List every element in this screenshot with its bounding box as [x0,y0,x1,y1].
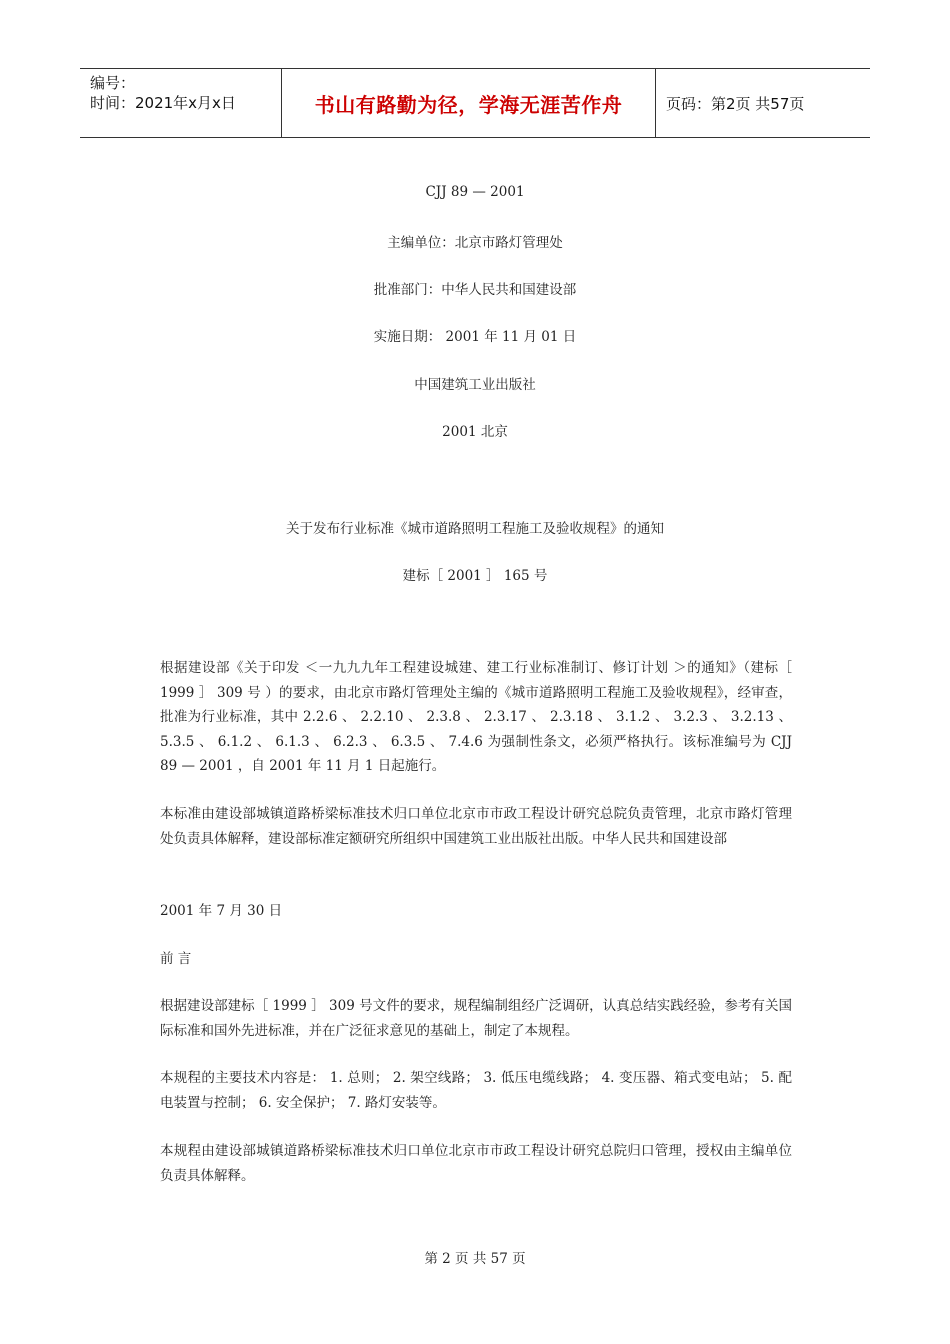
paragraph-interpretation: 本规程由建设部城镇道路桥梁标准技术归口单位北京市市政工程设计研究总院归口管理，授权由主编单位负责具体解释。 [160,1143,792,1184]
notice-title: 关于发布行业标准《城市道路照明工程施工及验收规程》的通知 [286,521,664,537]
preface-heading: 前 言 [160,951,192,967]
page-footer: 第 2 页 共 57 页 [424,1251,526,1267]
header-number-label: 编号： [90,74,136,92]
editor-unit: 主编单位：北京市路灯管理处 [387,235,563,251]
issue-date: 2001 年 7 月 30 日 [160,903,283,919]
standard-code: CJJ 89 — 2001 [425,184,525,200]
page-header [80,68,870,138]
effective-date: 实施日期： 2001 年 11 月 01 日 [373,329,577,345]
publication-place-year: 2001 北京 [442,424,508,440]
notice-doc-number: 建标［ 2001 ］ 165 号 [402,568,548,584]
paragraph-approval: 根据建设部《关于印发 ＜一九九九年工程建设城建、建工行业标准制订、修订计划 ＞的通知》（建标［ 1999 ］ 309 号 ）的要求，由北京市路灯管理处主编的《城市道路照明工程施工及验收规程》，经审查，批准为行业标准，其中 2.2.6 、 2.2.10 、 2.3.8 、 2.3.17 、 2.3.18 、 3.1.2 、 3.2.3 、 3.2.13 、 5.3.5 、 6.1.2 、 6.1.3 、 6.2.3 、 6.3.5 、 7.4.6 为强制性条文，必须严格执行。该标准编号为 CJJ 89 — 2001 ，自 2001 年 11 月 1 日起施行。 [160,660,792,774]
paragraph-management: 本标准由建设部城镇道路桥梁标准技术归口单位北京市市政工程设计研究总院负责管理，北京市路灯管理处负责具体解释，建设部标准定额研究所组织中国建筑工业出版社出版。中华人民共和国建设部 [160,806,792,847]
header-time-label: 时间：2021年x月x日 [90,94,236,112]
publisher: 中国建筑工业出版社 [414,377,536,393]
header-page-info: 页码：第2页 共57页 [666,94,805,113]
header-motto: 书山有路勤为径，学海无涯苦作舟 [282,69,656,137]
paragraph-main-contents: 本规程的主要技术内容是： 1. 总则； 2. 架空线路； 3. 低压电缆线路； 4. 变压器、箱式变电站； 5. 配电装置与控制； 6. 安全保护； 7. 路灯安装等。 [160,1070,792,1111]
paragraph-preface-basis: 根据建设部建标［ 1999 ］ 309 号文件的要求，规程编制组经广泛调研，认真总结实践经验，参考有关国际标准和国外先进标准，并在广泛征求意见的基础上，制定了本规程。 [160,998,792,1039]
header-meta-cell [80,69,282,137]
approving-department: 批准部门：中华人民共和国建设部 [373,282,577,298]
